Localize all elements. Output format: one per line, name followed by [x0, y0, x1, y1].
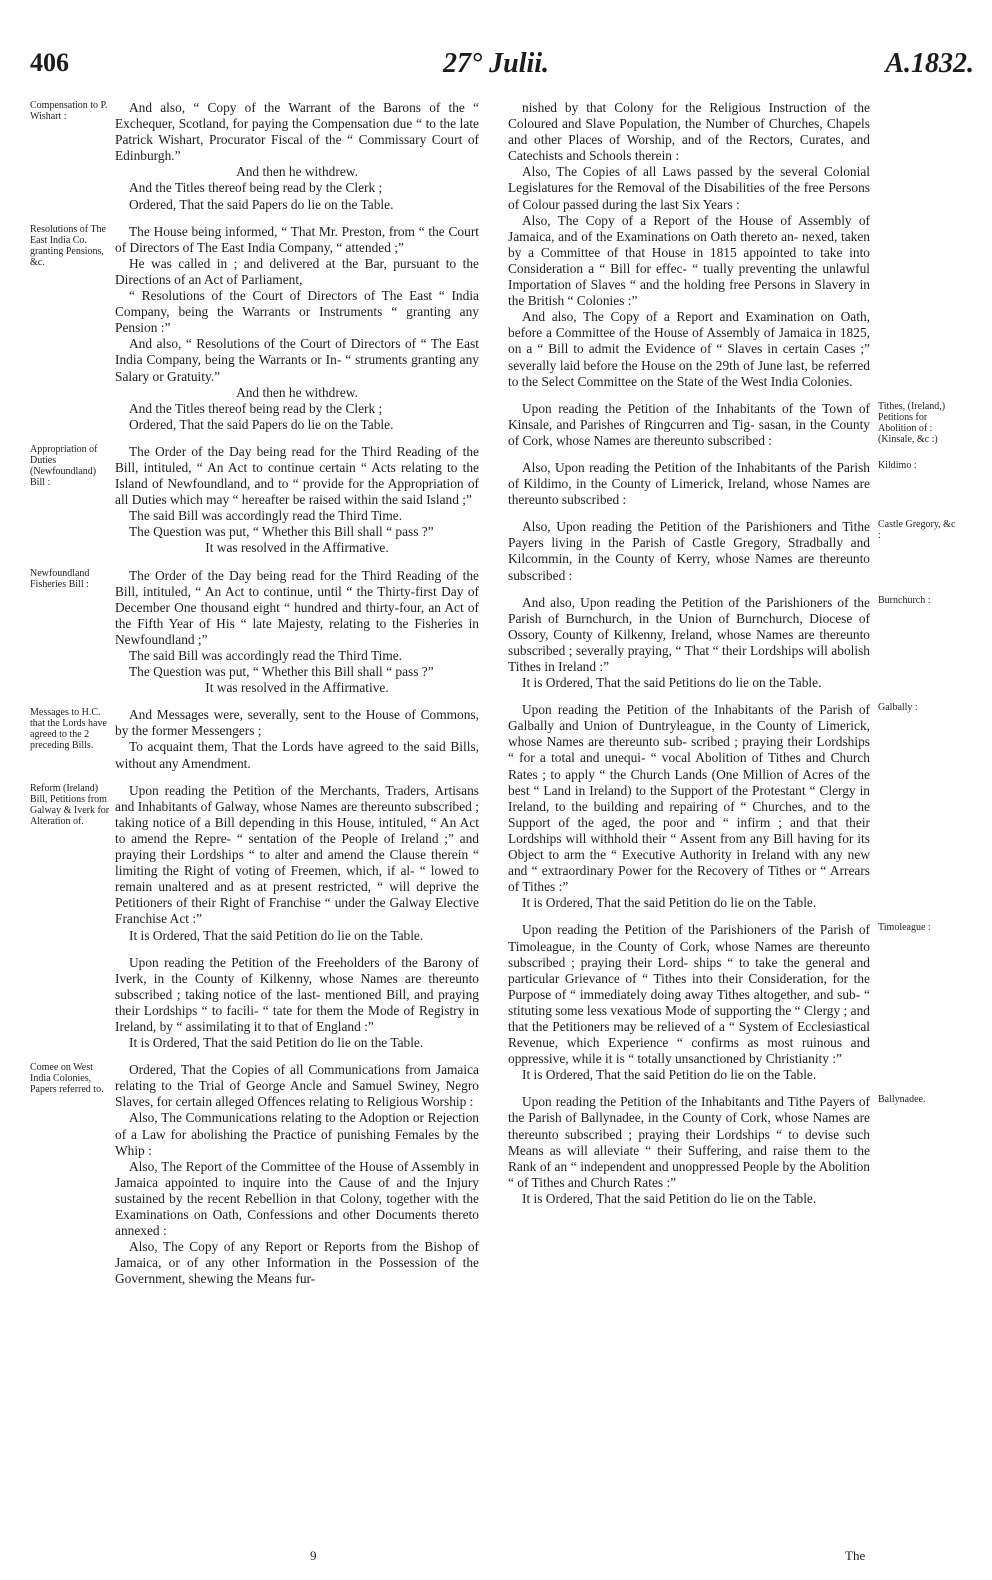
journal-entry — [30, 100, 479, 213]
journal-entry — [508, 400, 946, 449]
journal-entry — [30, 1062, 479, 1287]
journal-entry — [508, 1094, 926, 1207]
paragraph: The said Bill was accordingly read the Third Time. — [129, 648, 403, 663]
journal-entry — [30, 782, 479, 944]
paragraph: And then he withdrew. — [236, 384, 358, 400]
margin-note: Timoleague : — [878, 922, 931, 934]
journal-entry — [508, 100, 870, 390]
paragraph: And also, The Copy of a Report and Examination on Oath, before a Committee of the House of Assembly of Jamaica in 1825, on a “ Bill to admit the Evidence of “ Slaves in certain Cases ;” severally laid before the House on the 29th of June last, be referred to the Select Committee on the State of the West India Colonies. — [508, 309, 870, 389]
paragraph: It is Ordered, That the said Petitions do lie on the Table. — [522, 675, 822, 691]
journal-entry — [30, 223, 479, 433]
journal-entry — [508, 922, 931, 1083]
page-number: 406 — [30, 48, 69, 77]
margin-note: Newfoundland Fisheries Bill : — [30, 567, 90, 590]
paragraph: And Messages were, severally, sent to the House of Commons, by the former Messengers ; — [115, 707, 479, 739]
paragraph: Also, The Report of the Committee of the House of Assembly in Jamaica appointed to inquire into the Cause of and the Injury sustained by the recent Rebellion in that Colony, together with the Examinations on Oath, Confessions and other Documents thereto annexed : — [115, 1158, 479, 1239]
paragraph: Also, Upon reading the Petition of the Parishioners and Tithe Payers living in the Parish of Castle Gregory, Stradbally and Kilcommin, in the County of Kerry, whose Names are thereunto subscribed : — [508, 519, 870, 583]
paragraph: Upon reading the Petition of the Parishioners of the Parish of Timoleague, in the County of Cork, whose Names are thereunto subscribed ; praying their Lord- ships “ to take the general and particular Grievance of “ Tithes into their Consideration, for the Purpose of “ immediately doing away Tithes altogether, and sub- “ stituting some less vexatious Mode of supporting the “ Clergy ; and that the Petitioners may be relieved of a “ System of Ecclesiastical Revenue, which Experience “ confirms as most ruinous and oppressive, while it is “ totally unsanctioned by Christianity :” — [508, 922, 870, 1067]
margin-note: Messages to H.C. that the Lords have agreed to the 2 preceding Bills. — [30, 707, 107, 752]
paragraph: The Order of the Day being read for the Third Reading of the Bill, intituled, “ An Act to continue, until “ the Thirty-first Day of December One thousand eight “ hundred and thirty-four, an Act of the Fifth Year of His “ late Majesty, relating to the Fisheries in Newfoundland ;” — [115, 567, 479, 647]
paragraph: Also, The Copy of any Report or Reports from the Bishop of Jamaica, or of any other Information in the Possession of the Government, shewing the Means fur- — [115, 1239, 479, 1287]
left-column — [30, 100, 479, 1298]
paragraph: It is Ordered, That the said Petition do lie on the Table. — [129, 927, 424, 943]
journal-entry — [30, 443, 479, 557]
margin-note: Castle Gregory, &c : — [878, 519, 956, 542]
page-date: 27° Julii. — [442, 48, 550, 79]
margin-note: Burnchurch : — [878, 594, 931, 606]
journal-entry — [30, 707, 479, 771]
paragraph: The Question was put, “ Whether this Bill shall “ pass ?” — [129, 524, 434, 540]
paragraph: It is Ordered, That the said Petition do lie on the Table. — [522, 895, 817, 911]
paragraph: Ordered, That the Copies of all Communications from Jamaica relating to the Trial of George Ancle and Samuel Swiney, Negro Slaves, for certain alleged Offences relating to Religious Worship : — [115, 1062, 479, 1110]
paragraph: Upon reading the Petition of the Inhabitants and Tithe Payers of the Parish of Ballynadee, in the County of Cork, whose Names are thereunto subscribed ; praying their Lordships “ to devise such Means as will alleviate “ their Suffering, and raise them to the Rank of an “ independent and unoppressed People by the Abolition “ of Tithes and Church Rates :” — [508, 1094, 870, 1190]
journal-entry — [508, 519, 956, 583]
margin-note: Resolutions of The East India Co. granting Pensions, &c. — [30, 223, 106, 268]
right-column — [508, 100, 956, 1218]
paragraph: Also, The Copies of all Laws passed by the several Colonial Legislatures for the Removal of the Disabilities of the free Persons of Colour passed during the last Six Years : — [508, 164, 870, 212]
paragraph: The House being informed, “ That Mr. Preston, from “ the Court of Directors of The East India Company, “ attended ;” — [115, 223, 479, 255]
journal-entry — [508, 459, 917, 508]
paragraph: To acquaint them, That the Lords have agreed to the said Bills, without any Amendment. — [115, 739, 479, 771]
paragraph: And also, Upon reading the Petition of the Parishioners of the Parish of Burnchurch, in the Union of Burnchurch, Diocese of Ossory, County of Kilkenny, Ireland, whose Names are thereunto subscribed ; severally praying, “ That “ their Lordships will abolish Tithes in Ireland :” — [508, 594, 870, 674]
page-header — [0, 48, 992, 88]
paragraph: And the Titles thereof being read by the Clerk ; — [129, 180, 383, 196]
margin-note: Tithes, (Ireland,) Petitions for Abolition of : (Kinsale, &c :) — [878, 400, 946, 445]
paragraph: It was resolved in the Affirmative. — [205, 540, 389, 556]
paragraph: Upon reading the Petition of the Freeholders of the Barony of Iverk, in the County of Kilkenny, whose Names are thereunto subscribed ; taking notice of the last- mentioned Bill, and praying their Lordships “ to facili- “ tate for them the Mode of Registry in Ireland, by “ assimilating it to that of England :” — [115, 954, 479, 1034]
paragraph: Also, Upon reading the Petition of the Inhabitants of the Parish of Kildimo, in the County of Limerick, Ireland, whose Names are thereunto subscribed : — [508, 459, 870, 508]
paragraph: And the Titles thereof being read by the Clerk ; — [129, 400, 383, 416]
paragraph: nished by that Colony for the Religious Instruction of the Coloured and Slave Population, the Number of Churches, Chapels and other Places of Worship, and of the Rectors, Curates, and Catechists and Schools therein : — [508, 100, 870, 164]
paragraph: Upon reading the Petition of the Inhabitants of the Town of Kinsale, and Parishes of Ringcurren and Tig- sasan, in the County of Cork, whose Names are thereunto subscribed : — [508, 400, 870, 448]
journal-entry — [508, 594, 931, 692]
paragraph: It was resolved in the Affirmative. — [205, 680, 389, 696]
journal-entry — [115, 955, 479, 1052]
margin-note: Ballynadee. — [878, 1094, 926, 1106]
margin-note: Reform (Ireland) Bill, Petitions from Galway & Iverk for Alteration of. — [30, 782, 110, 827]
paragraph: The Question was put, “ Whether this Bill shall “ pass ?” — [129, 664, 434, 680]
paragraph: Also, The Communications relating to the Adoption or Rejection of a Law for abolishing the Practice of punishing Females by the Whip : — [115, 1110, 479, 1158]
signature-mark: 9 — [310, 1548, 317, 1563]
paragraph: Upon reading the Petition of the Merchants, Traders, Artisans and Inhabitants of Galway, whose Names are thereunto subscribed ; taking notice of a Bill depending in this House, intituled, “ An Act to amend the Repre- “ sentation of the People of Ireland ;” and praying their Lordships “ to alter and amend the Clause therein “ limiting the Right of voting of Freemen, which, if al- “ lowed to remain unaltered and as at present restricted, “ will deprive the Petitioners of their Right of Franchise “ under the Galway Elective Franchise Act :” — [115, 782, 479, 927]
margin-note: Kildimo : — [878, 459, 917, 471]
paragraph: Ordered, That the said Papers do lie on the Table. — [129, 196, 394, 212]
paragraph: It is Ordered, That the said Petition do lie on the Table. — [129, 1035, 424, 1051]
paragraph: And also, “ Resolutions of the Court of Directors of “ The East India Company, being the Warrants or In- “ struments granting any Salary or Gratuity.” — [115, 336, 479, 384]
paragraph: It is Ordered, That the said Petition do lie on the Table. — [522, 1067, 817, 1083]
paragraph: The said Bill was accordingly read the Third Time. — [129, 508, 403, 524]
catchword: The — [845, 1548, 866, 1563]
paragraph: He was called in ; and delivered at the Bar, pursuant to the Directions of an Act of Parliament, — [115, 255, 479, 287]
paragraph: And then he withdrew. — [236, 164, 358, 180]
paragraph: The Order of the Day being read for the Third Reading of the Bill, intituled, “ An Act to continue certain “ Acts relating to the Island of Newfoundland, and to “ provide for the Appropriation of all Duties which may “ hereafter be raised within the said Island ;” — [115, 443, 479, 508]
margin-note: Compensation to P. Wishart : — [30, 100, 108, 122]
paragraph: Also, The Copy of a Report of the House of Assembly of Jamaica, and of the Examinations on Oath thereto an- nexed, taken by a Committee of that House in 1815 appointed to take into Consideration a “ Bill for effec- “ tually preventing the unlawful Importation of Slaves “ and the holding free Persons in Slavery in the British “ Colonies :” — [508, 212, 870, 309]
paragraph: “ Resolutions of the Court of Directors of The East “ India Company, being the Warrants or Instruments “ granting any Pension :” — [115, 288, 479, 336]
journal-entry — [508, 702, 918, 911]
paragraph: And also, “ Copy of the Warrant of the Barons of the “ Exchequer, Scotland, for paying the Compensation due “ to the late Patrick Wishart, Procurator Fiscal of the “ Commissary Court of Edinburgh.” — [115, 100, 479, 164]
margin-note: Appropriation of Duties (Newfoundland) Bill : — [30, 443, 98, 488]
paragraph: Ordered, That the said Papers do lie on the Table. — [129, 416, 394, 432]
paragraph: Upon reading the Petition of the Inhabitants of the Parish of Galbally and Union of Duntryleague, in the County of Limerick, whose Names are thereunto sub- scribed ; praying their Lordships “ for a total and unequi- “ vocal Abolition of Tithes and Church Rates ; to apply “ the Church Lands (One Million of Acres of the best “ Land in Ireland) to the Support of the Protestant “ Clergy in Ireland, to the building and repairing of “ Churches, and to the Support of the aged, the poor and “ infirm ; and that their Lordships will withhold their “ Assent from any Bill having for its Object to arm the “ Executive Authority in Ireland with any new and “ extraordinary Power for the Recovery of Tithes or “ Arrears of Tithes :” — [508, 702, 870, 895]
page-year: A.1832. — [885, 48, 974, 79]
margin-note: Comee on West India Colonies, Papers referred to. — [30, 1062, 104, 1096]
paragraph: It is Ordered, That the said Petition do lie on the Table. — [522, 1190, 817, 1206]
margin-note: Galbally : — [878, 702, 918, 714]
journal-entry — [30, 567, 479, 697]
